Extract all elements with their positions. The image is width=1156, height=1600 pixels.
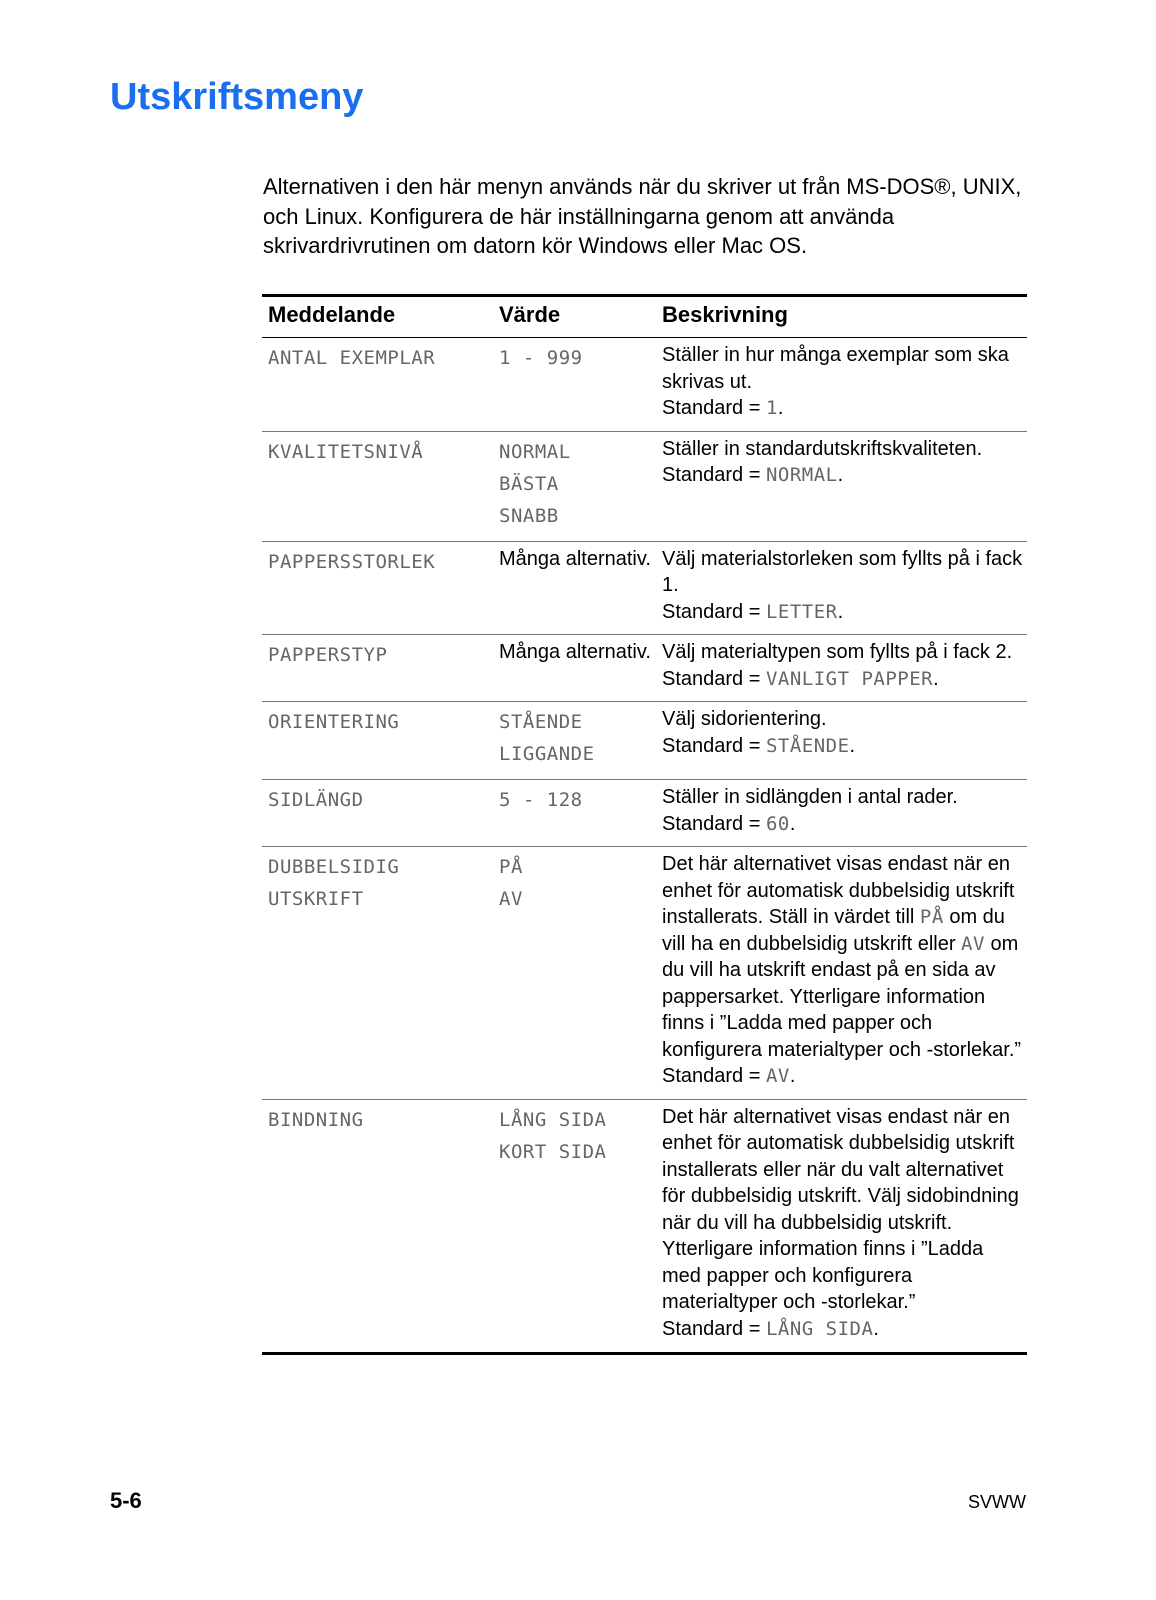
message-cell [262,1099,493,1354]
message-text: DUBBELSIDIG [268,856,400,878]
table-header-row [262,296,1027,338]
message-cell [262,847,493,1100]
description-text: Ställer in sidlängden i antal rader. [662,786,958,808]
description-cell: Ställer in standardutskriftskvaliteten. Standard = NORMAL. [656,431,1027,541]
table-row [262,847,1027,1100]
default-value: LÅNG SIDA [765,1317,874,1340]
description-cell: Ställer in sidlängden i antal rader. Standard = 60. [656,780,1027,847]
value-cell [493,847,656,1100]
description-cell: Välj materialstorleken som fyllts på i fack 1. Standard = LETTER. [656,541,1027,635]
default-value: LETTER [765,600,838,623]
message-cell [262,338,493,432]
description-cell: Det här alternativet visas endast när en enhet för automatisk dubbelsidig utskrift installerats. Ställ in värdet till PÅ om du vill ha en dubbelsidig utskrift eller AV om du vill ha utskrift endast på en sida av pappersarket. Ytterligare information finns i ”Ladda med papper och konfigurera materialtyper och -storlekar.” Standard = AV. [656,847,1027,1100]
value-option: NORMAL [499,440,571,463]
value-option: KORT SIDA [499,1140,607,1163]
description-lcd-value: AV [961,932,985,955]
default-value: STÅENDE [765,734,850,757]
description-text: Ställer in hur många exemplar som ska skrivas ut. [662,344,1009,393]
header-description: Beskrivning [656,296,1027,338]
value-cell [493,541,656,635]
value-cell [493,338,656,432]
value-option: 1 - 999 [499,347,583,369]
description-cell: Ställer in hur många exemplar som ska skrivas ut. Standard = 1. [656,338,1027,432]
value-text: Många alternativ. [499,641,651,663]
description-cell: Det här alternativet visas endast när en enhet för automatisk dubbelsidig utskrift installerats eller när du valt alternativet för dubbelsidig utskrift. Välj sidobindning när du vill ha dubbelsidig utskrift. Ytterligare information finns i ”Ladda med papper och konfigurera materialtyper och -storlekar.” Standard = LÅNG SIDA. [662,1105,1019,1340]
value-option: AV [499,888,523,910]
default-label: Standard = [662,600,766,623]
default-label: Standard = [662,734,766,757]
value-cell [493,702,656,780]
footer-code: SVWW [968,1492,1026,1512]
print-menu-table [262,294,1027,1355]
message-text: BINDNING [268,1108,364,1131]
table-body [262,338,1027,1354]
description-text: Välj sidorientering. [662,708,827,730]
default-label: Standard = [662,1317,766,1340]
message-cell [262,541,493,635]
description-text: Välj materialstorleken som fyllts på i fack 1. [662,547,1023,596]
page-number: 5-6 [110,1488,142,1513]
message-cell [262,635,493,702]
value-option: BÄSTA [499,472,559,495]
default-value: NORMAL [765,464,838,486]
default-value: AV [765,1065,790,1087]
description-text: Välj materialtypen som fyllts på i fack 2. [662,641,1013,663]
table-row [262,431,1027,541]
default-label: Standard = [662,667,766,690]
value-option: 5 - 128 [499,789,583,811]
table-row [262,1099,1027,1354]
value-option: LÅNG SIDA [499,1108,607,1131]
table-row [262,780,1027,847]
message-cell [262,431,493,541]
message-text: SIDLÄNGD [268,789,364,811]
default-label: Standard = [662,1065,766,1087]
message-text: KVALITETSNIVÅ [268,440,424,463]
value-text: Många alternativ. [499,547,651,570]
value-option: PÅ [499,856,523,878]
description-text: om du vill ha utskrift endast på en sida av pappersarket. Ytterligare information finns i ”Ladda med papper och konfigurera materialtyper och -storlekar.” [662,932,1022,1061]
value-cell [493,1099,656,1354]
value-option: STÅENDE [499,711,583,733]
header-message: Meddelande [262,296,493,338]
value-cell [493,431,656,541]
message-text: PAPPERSTYP [268,644,388,666]
default-value: 1 [765,397,778,419]
message-text: PAPPERSSTORLEK [268,550,436,573]
message-cell [262,780,493,847]
message-cell [262,702,493,780]
description-cell: Välj sidorientering. Standard = STÅENDE. [656,702,1027,780]
table-row [262,338,1027,432]
description-text: Ställer in standardutskriftskvaliteten. [662,437,983,460]
default-label: Standard = [662,397,766,419]
message-text: ORIENTERING [268,711,400,733]
table-row [262,702,1027,780]
description-lcd-value: PÅ [919,906,944,928]
message-text: UTSKRIFT [268,888,364,910]
message-text: ANTAL EXEMPLAR [268,347,436,369]
default-label: Standard = [662,812,766,835]
value-cell [493,635,656,702]
description-text: Det här alternativet visas endast när en enhet för automatisk dubbelsidig utskrift installerats. Ställ in värdet till [662,853,1015,928]
description-text: Det här alternativet visas endast när en enhet för automatisk dubbelsidig utskrift installerats eller när du valt alternativet för dubbelsidig utskrift. Välj sidobindning när du vill ha dubbelsidig utskrift. Ytterligare information finns i ”Ladda med papper och konfigurera materialtyper och -storlekar.” [662,1105,1019,1313]
page-title: Utskriftsmeny [110,76,364,118]
table-row [262,541,1027,635]
default-value: VANLIGT PAPPER [765,667,934,690]
description-text: om du vill ha en dubbelsidig utskrift eller [662,906,1005,955]
description-cell: Välj materialtypen som fyllts på i fack 2. Standard = VANLIGT PAPPER. [656,635,1027,702]
value-cell [493,780,656,847]
header-value: Värde [493,296,656,338]
default-value: 60 [765,812,790,835]
default-label: Standard = [662,464,766,486]
value-option: LIGGANDE [499,743,595,765]
intro-paragraph: Alternativen i den här menyn används när du skriver ut från MS-DOS®, UNIX, och Linux. Konfigurera de här inställningarna genom att använda skrivardrivrutinen om datorn kör Windows eller Mac OS. [263,174,1022,258]
table-row [262,635,1027,702]
value-option: SNABB [499,504,559,527]
